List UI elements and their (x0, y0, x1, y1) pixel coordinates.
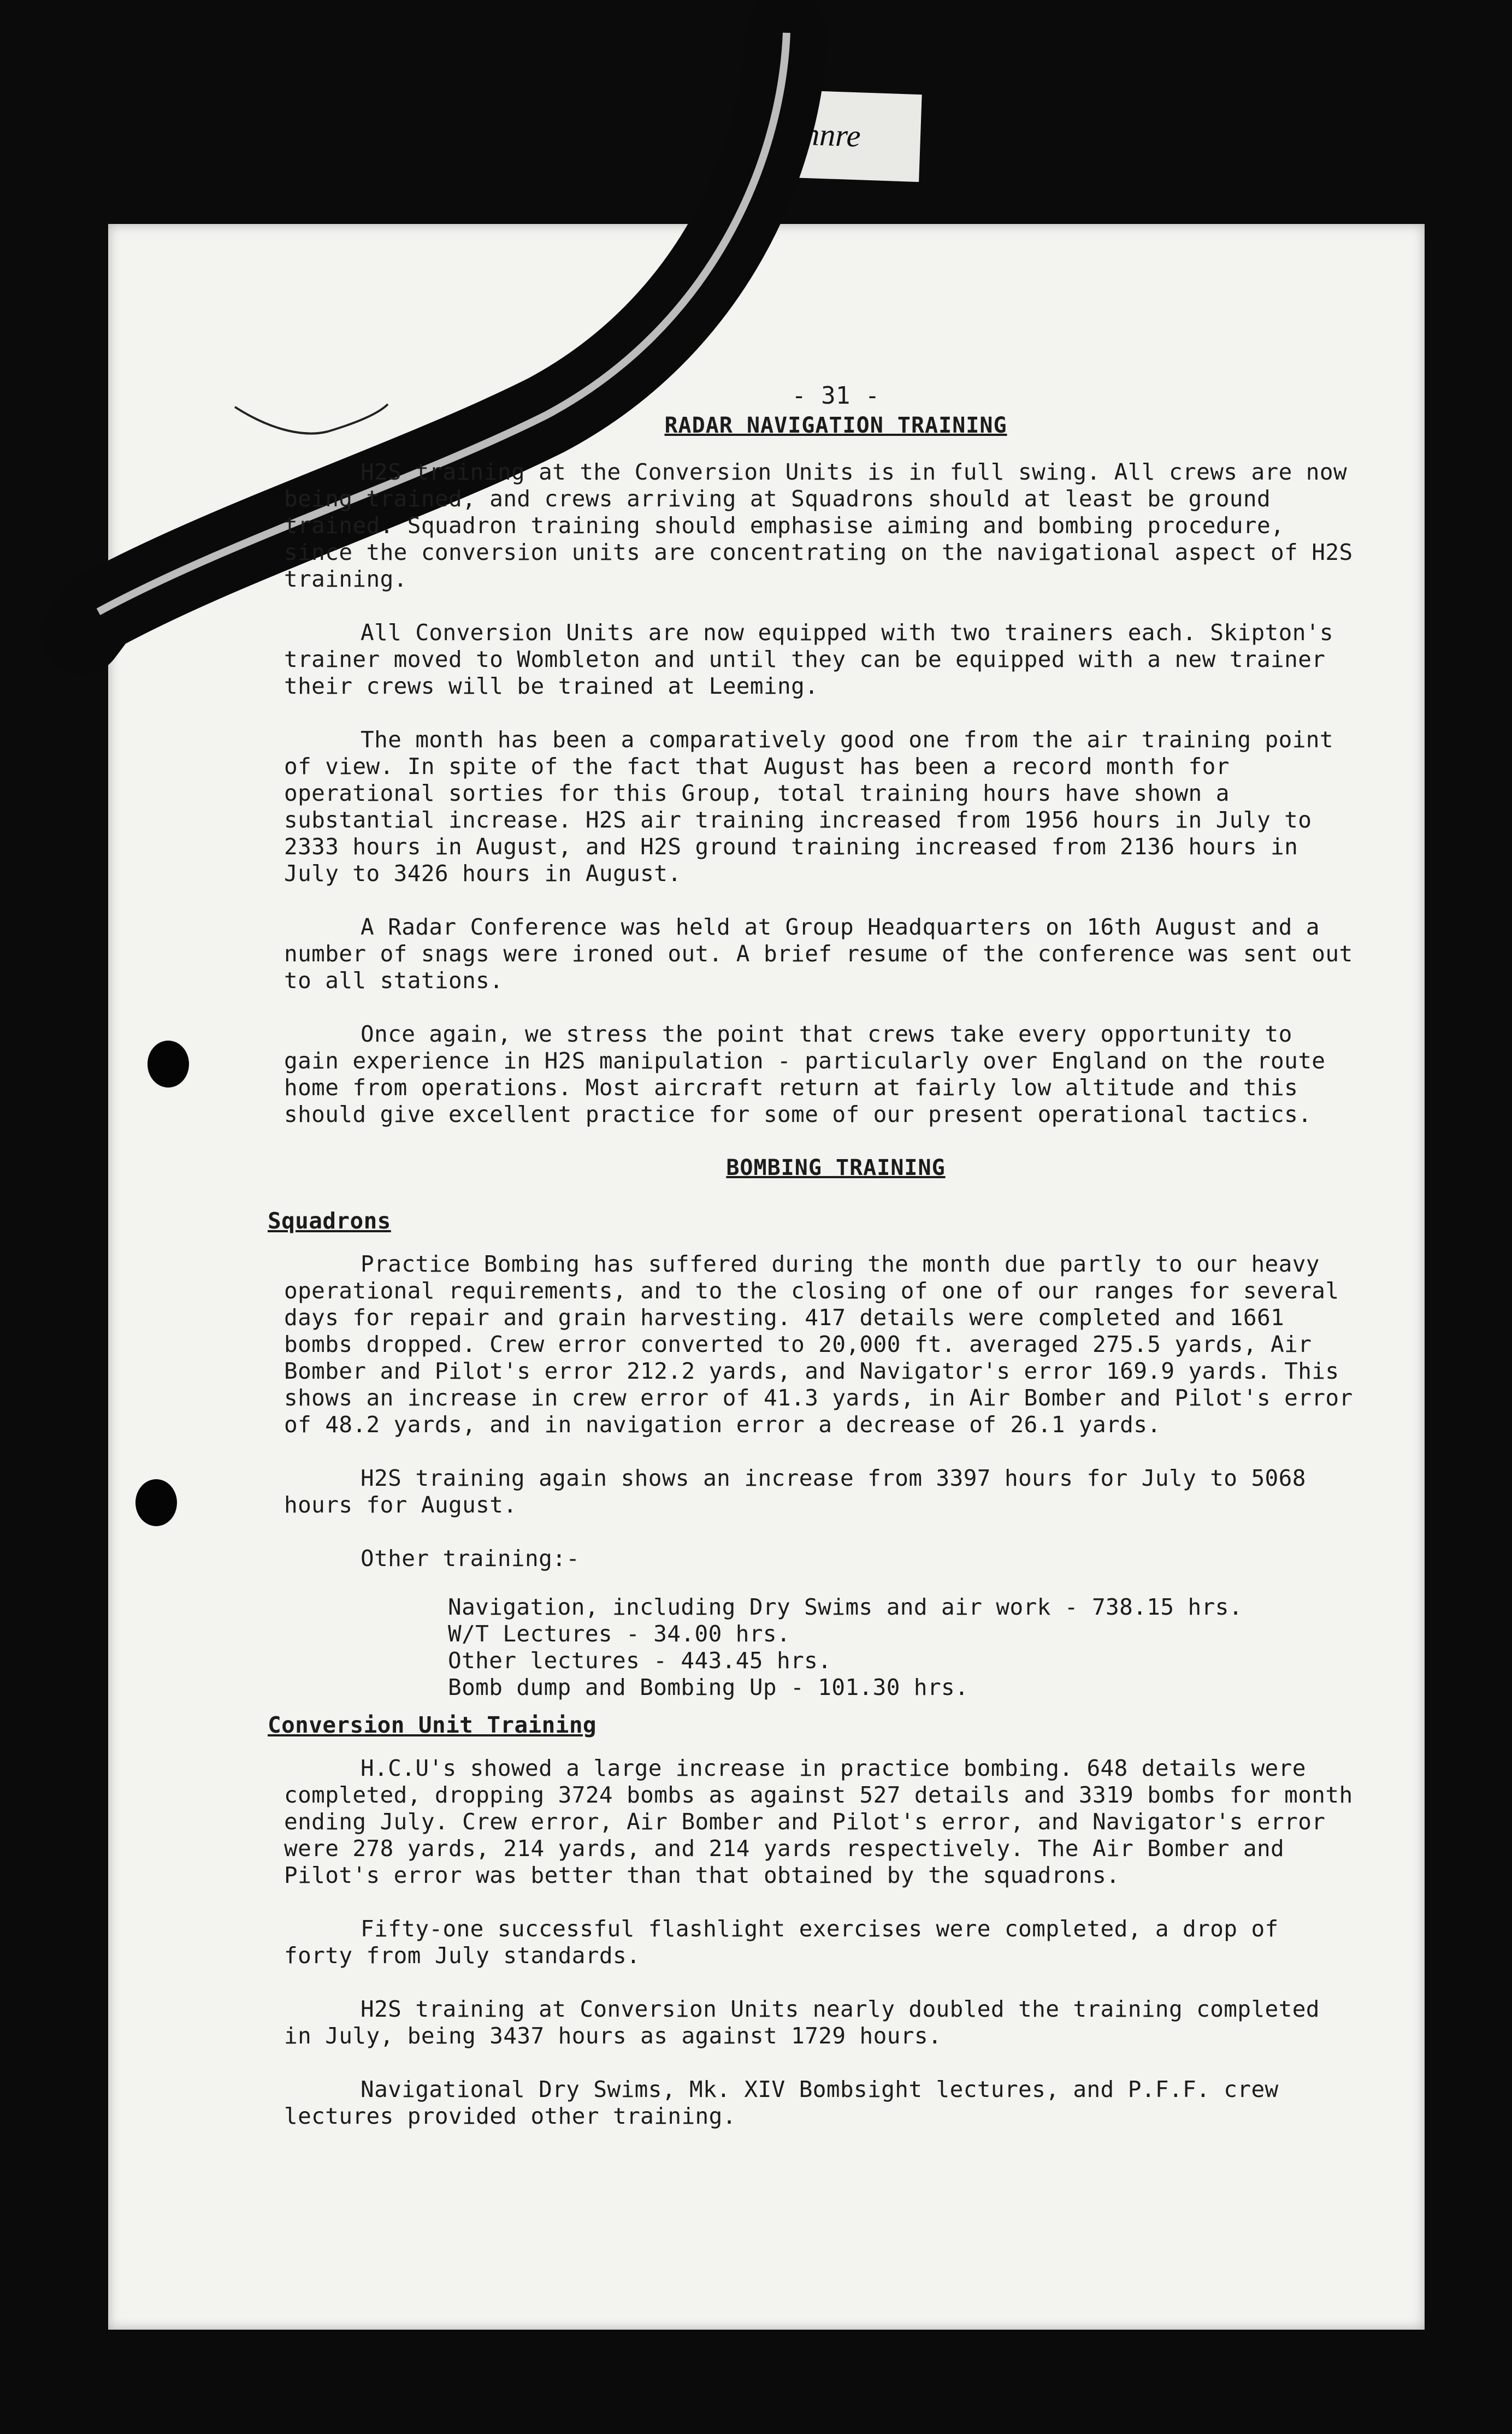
document-body (268, 382, 1355, 2157)
other-training-item: Bomb dump and Bombing Up - 101.30 hrs. (448, 1674, 969, 1700)
radar-paragraph: The month has been a comparatively good one from the air training point of view. In spite of the fact that August has been a record month for operational sorties for this Group, total training hours have shown a substantial increase. H2S air training increased from 1956 hours in July to 2333 hours in August, and H2S ground training increased from 2136 hours in July to 3426 hours in August. (284, 726, 1333, 887)
squadrons-paragraph: Practice Bombing has suffered during the month due partly to our heavy operational requirements, and to the closing of one of our ranges for several days for repair and grain harvesting. 417 details were completed and 1661 bombs dropped. Crew error converted to 20,000 ft. averaged 275.5 yards, Air Bomber and Pilot's error 212.2 yards, and Navigator's error 169.9 yards. This shows an increase in crew error of 41.3 yards, in Air Bomber and Pilot's error of 48.2 yards, and in navigation error a decrease of 26.1 yards. (284, 1251, 1353, 1438)
conversion-paragraph: H2S training at Conversion Units nearly doubled the training completed in July, being 3437 hours as against 1729 hours. (284, 1996, 1320, 2049)
radar-paragraph: All Conversion Units are now equipped with two trainers each. Skipton's trainer moved to Wombleton and until they can be equipped with a new trainer their crews will be trained at Leeming. (284, 619, 1333, 699)
other-training-item: Other lectures - 443.45 hrs. (448, 1647, 832, 1674)
page-number: - 31 - (792, 382, 880, 410)
other-training-item: Navigation, including Dry Swims and air work - 738.15 hrs. (448, 1594, 1243, 1620)
squadrons-paragraph: H2S training again shows an increase from 3397 hours for July to 5068 hours for August. (284, 1465, 1306, 1518)
bombing-heading: BOMBING TRAINING (726, 1155, 946, 1180)
other-training-item: W/T Lectures - 34.00 hrs. (448, 1621, 791, 1647)
conversion-paragraph: Fifty-one successful flashlight exercises were completed, a drop of forty from July standards. (284, 1916, 1279, 1969)
conversion-paragraph: H.C.U's showed a large increase in practice bombing. 648 details were completed, dropping 3724 bombs as against 527 details and 3319 bombs for month ending July. Crew error, Air Bomber and Pilot's error, and Navigator's error were 278 yards, 214 yards, and 214 yards respectively. The Air Bomber and Pilot's error was better than that obtained by the squadrons. (284, 1755, 1353, 1888)
radar-paragraph: H2S training at the Conversion Units is in full swing. All crews are now being trained, and crews arriving at Squadrons should at least be ground trained. Squadron training should emphasise aiming and bombing procedure, since the conversion units are concentrating on the navigational aspect of H2S training. (284, 459, 1353, 592)
radar-paragraph: Once again, we stress the point that crews take every opportunity to gain experience in H2S manipulation - particularly over England on the route home from operations. Most aircraft return at fairly low altitude and this should give excellent practice for some of our present operational tactics. (284, 1021, 1326, 1127)
conversion-unit-heading: Conversion Unit Training (268, 1712, 597, 1738)
radar-paragraph: A Radar Conference was held at Group Headquarters on 16th August and a number of snags were ironed out. A brief resume of the conference was sent out to all stations. (284, 914, 1353, 994)
other-training-label: Other training:- (361, 1545, 580, 1572)
squadrons-heading: Squadrons (268, 1208, 391, 1234)
radar-heading: RADAR NAVIGATION TRAINING (664, 413, 1007, 438)
file-tab-label: Pannre (755, 89, 922, 182)
conversion-paragraph: Navigational Dry Swims, Mk. XIV Bombsight lectures, and P.F.F. crew lectures provided other training. (284, 2076, 1279, 2129)
